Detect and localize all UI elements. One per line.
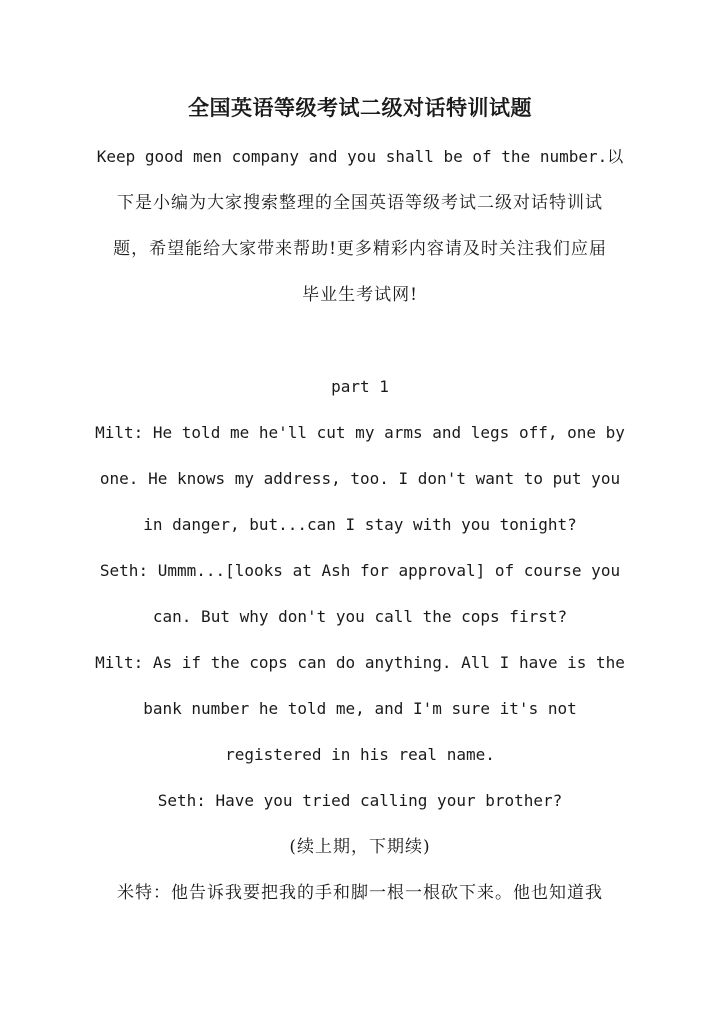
dialogue-line: bank number he told me, and I'm sure it's not — [143, 699, 577, 718]
translation-line: 米特：他告诉我要把我的手和脚一根一根砍下来。他也知道我 — [117, 883, 603, 903]
dialogue-line: Milt: He told me he'll cut my arms and legs off, one by — [95, 423, 625, 442]
dialogue-line: Seth: Ummm...[looks at Ash for approval] of course you — [99, 561, 621, 580]
dialogue-line: registered in his real name. — [225, 745, 495, 764]
intro-line-1: Keep good men company and you shall be of the number.以 — [96, 147, 624, 166]
dialogue-line: one. He knows my address, too. I don't want to put you — [99, 469, 621, 488]
intro-line-3: 题，希望能给大家带来帮助!更多精彩内容请及时关注我们应届 — [113, 239, 607, 259]
intro-line-4: 毕业生考试网! — [302, 285, 418, 305]
continued-note: (续上期，下期续) — [289, 837, 431, 857]
intro-line-2: 下是小编为大家搜索整理的全国英语等级考试二级对话特训试 — [117, 193, 603, 213]
page-title: 全国英语等级考试二级对话特训试题 — [188, 95, 532, 120]
dialogue-line: Seth: Have you tried calling your brother? — [157, 791, 563, 810]
dialogue-line: can. But why don't you call the cops first? — [152, 607, 568, 626]
part-heading: part 1 — [331, 377, 389, 396]
dialogue-line: Milt: As if the cops can do anything. All I have is the — [95, 653, 625, 672]
dialogue-line: in danger, but...can I stay with you tonight? — [143, 515, 577, 534]
